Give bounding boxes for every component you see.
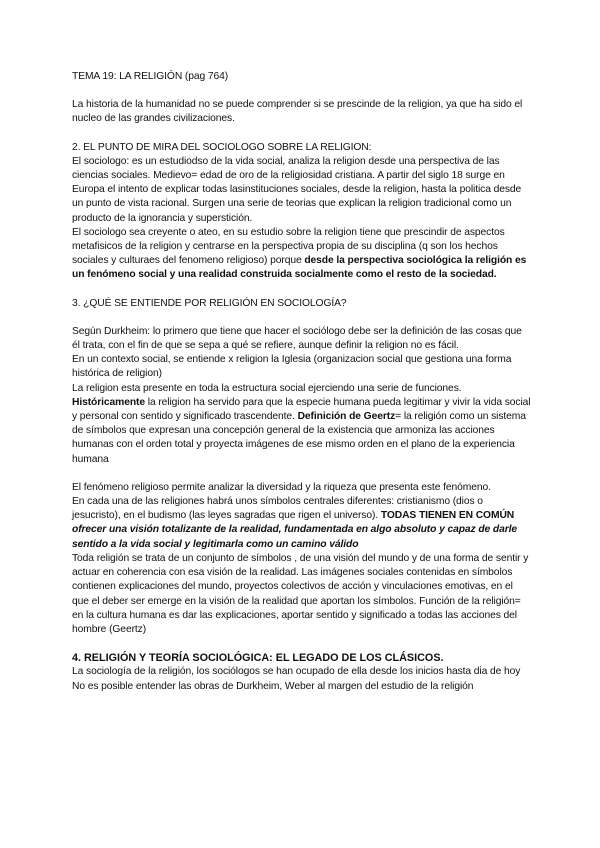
section-2-paragraph-1: El sociologo: es un estudiodso de la vida social, analiza la religion desde una perspectiva de las ciencias sociales. Medievo= edad de oro de la religiosidad cristiana. A partir del siglo 18 surge en Europa el intento de explicar todas lasinstituciones sociales, desde la religion, hasta la politica desde un punto de vista racional. Surgen una serie de teorias que explican la religion tradicional como un producto de la ignorancia y superstición.: [72, 155, 522, 224]
section-2-paragraph-2: [72, 226, 532, 283]
section-3-paragraph-3: La religion esta presente en toda la estructura social ejerciendo una serie de funciones.: [72, 382, 462, 394]
section-2-text: El sociologo sea creyente o ateo, en su estudio sobre la religion tiene que prescindir de aspectos metafisicos de la religion y centrarse en la perspectiva propia de su disciplina (q son los hechos sociales y culturaes del fenomeno religioso) porque: [72, 226, 505, 267]
geertz-definition-bold: Definición de Geertz: [297, 411, 396, 423]
section-3-paragraph-6: [72, 495, 532, 552]
section-3-paragraph-1: Según Durkheim: lo primero que tiene que hacer el sociólogo debe ser la definición de las cosas que él trata, con el fin de que se sepa a qué se refiere, aunque definir la religion no es fácil.: [72, 325, 522, 352]
todas-tienen-bold: TODAS TIENEN EN COMÚN: [380, 510, 515, 522]
totalizing-vision-bold-italic: ofrecer una visión totalizante de la realidad, fundamentada en algo absoluto y capaz de darle sentido a la vida social y legitimarla como un camino válido: [72, 524, 518, 550]
section-3-paragraph-7: Toda religión se trata de un conjunto de símbolos , de una visión del mundo y de una forma de sentir y actuar en coherencia con esa visión de la realidad. Las imágenes sociales contenidas en símbolos contienen explicaciones del mundo, proyectos colectivos de acción y vinculaciones emotivas, en el que el deber ser emerge en la visión de la realidad que aportan los símbolos. Función de la religión= en la cultura humana es dar las explicaciones, aportar sentido y significado a todas las acciones del hombre (Geertz): [72, 552, 529, 635]
section-3-text: En cada una de las religiones habrá unos símbolos centrales diferentes: cristianismo (dios o jesucristo), en el budismo (las leyes sagradas que rigen el universo).: [72, 496, 483, 522]
section-2-heading: 2. EL PUNTO DE MIRA DEL SOCIOLOGO SOBRE LA RELIGION:: [72, 141, 372, 153]
section-3-paragraph-4: [72, 396, 532, 467]
section-4-heading: 4. RELIGIÓN Y TEORÍA SOCIOLÓGICA: EL LEGADO DE LOS CLÁSICOS.: [72, 652, 444, 665]
document-page: [72, 70, 532, 694]
section-2-bold-statement: desde la perspectiva sociológica la religión es un fenómeno social y una realidad construida socialmente como el resto de la sociedad.: [72, 255, 527, 281]
document-title: TEMA 19: LA RELIGIÓN (pag 764): [72, 71, 229, 82]
section-3-paragraph-2: En un contexto social, se entiende x religion la Iglesia (organizacion social que gestiona una forma histórica de religion): [72, 354, 512, 380]
section-3-text: la religion ha servido para que la especie humana pueda legitimar y vivir la vida social y personal con sentido y significado trascendente.: [72, 396, 531, 423]
intro-paragraph: La historia de la humanidad no se puede comprender si se prescinde de la religion, ya que ha sido el nucleo de las grandes civilizaciones.: [72, 99, 523, 125]
geertz-definition-text: = la religión como un sistema de símbolos que expresan una concepción general de la existencia que armoniza las acciones humanas con el orden total y proyecta imágenes de ese mismo orden en el plano de la experiencia humana: [72, 411, 526, 465]
section-4-paragraph-1: La sociología de la religión, los sociólogos se han ocupado de ella desde los inicios hasta dia de hoy: [72, 666, 521, 678]
section-3-paragraph-5: El fenómeno religioso permite analizar la diversidad y la riqueza que presenta este fenómeno.: [72, 481, 491, 493]
section-3-heading: 3. ¿QUÉ SE ENTIENDE POR RELIGIÓN EN SOCIOLOGÍA?: [72, 297, 347, 309]
historicamente-bold: Históricamente: [72, 396, 145, 408]
section-4-paragraph-2: No es posible entender las obras de Durkheim, Weber al margen del estudio de la religión: [72, 680, 474, 692]
